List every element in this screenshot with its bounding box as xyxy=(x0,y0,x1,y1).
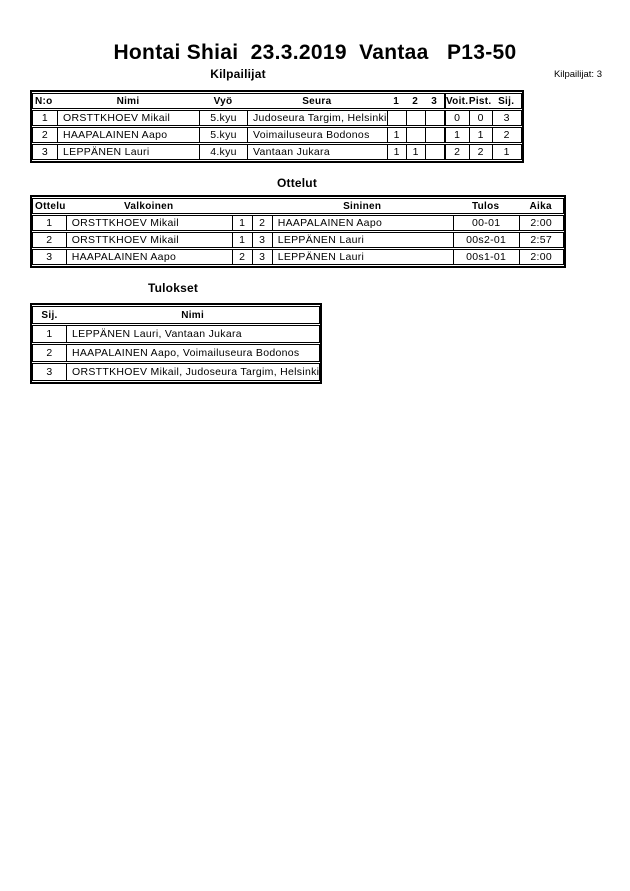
cell xyxy=(425,144,444,160)
header-cell xyxy=(252,198,272,214)
table-row xyxy=(32,110,522,126)
cell xyxy=(425,127,444,143)
cell: LEPPÄNEN Lauri xyxy=(272,249,453,265)
cell: HAAPALAINEN Aapo xyxy=(66,249,232,265)
ottelut-table xyxy=(30,195,566,268)
table-row xyxy=(32,232,564,248)
cell: 00s2-01 xyxy=(453,232,519,248)
cell: Vantaan Jukara xyxy=(247,144,387,160)
table-header-row xyxy=(32,306,320,324)
header-cell: N:o xyxy=(32,93,57,109)
cell: 2 xyxy=(32,344,66,362)
cell: 1 xyxy=(32,110,57,126)
ottelut-table-grid xyxy=(32,197,564,266)
header-cell: Sininen xyxy=(272,198,453,214)
cell: 3 xyxy=(32,144,57,160)
header-cell: Sij. xyxy=(492,93,522,109)
tulokset-section-label: Tulokset xyxy=(147,281,199,295)
cell: 2:00 xyxy=(519,215,564,231)
cell: 2 xyxy=(492,127,522,143)
cell: ORSTTKHOEV Mikail xyxy=(57,110,199,126)
cell: LEPPÄNEN Lauri xyxy=(57,144,199,160)
cell: 2:57 xyxy=(519,232,564,248)
header-cell: Pist. xyxy=(469,93,492,109)
header-cell: Sij. xyxy=(32,306,66,324)
cell xyxy=(387,110,406,126)
table-row xyxy=(32,249,564,265)
cell: 1 xyxy=(32,325,66,343)
page-title: Hontai Shiai 23.3.2019 Vantaa P13-50 xyxy=(113,41,517,64)
cell: HAAPALAINEN Aapo, Voimailuseura Bodonos xyxy=(66,344,320,362)
header-cell: Nimi xyxy=(66,306,320,324)
cell: 1 xyxy=(232,215,252,231)
cell: 1 xyxy=(32,215,66,231)
cell: 0 xyxy=(469,110,492,126)
cell: 2 xyxy=(32,127,57,143)
cell: 2:00 xyxy=(519,249,564,265)
cell: 1 xyxy=(387,144,406,160)
cell: 2 xyxy=(469,144,492,160)
cell: 2 xyxy=(444,144,469,160)
cell: 1 xyxy=(406,144,425,160)
cell: 1 xyxy=(444,127,469,143)
cell: 3 xyxy=(492,110,522,126)
cell: 3 xyxy=(32,249,66,265)
cell: 3 xyxy=(252,232,272,248)
header-cell: Valkoinen xyxy=(66,198,232,214)
cell: Voimailuseura Bodonos xyxy=(247,127,387,143)
header-cell: Vyö xyxy=(199,93,247,109)
cell: 2 xyxy=(232,249,252,265)
cell: 2 xyxy=(32,232,66,248)
cell: 00-01 xyxy=(453,215,519,231)
header-cell: Nimi xyxy=(57,93,199,109)
table-row xyxy=(32,127,522,143)
cell: 1 xyxy=(232,232,252,248)
table-row xyxy=(32,144,522,160)
cell: HAAPALAINEN Aapo xyxy=(272,215,453,231)
header-cell: Aika xyxy=(519,198,564,214)
table-row xyxy=(32,344,320,362)
cell: 1 xyxy=(469,127,492,143)
header-cell: 2 xyxy=(406,93,425,109)
header-cell xyxy=(232,198,252,214)
table-row xyxy=(32,215,564,231)
cell: 1 xyxy=(387,127,406,143)
cell: 3 xyxy=(252,249,272,265)
tulokset-table-grid xyxy=(32,305,320,382)
cell: ORSTTKHOEV Mikail, Judoseura Targim, Helsinki xyxy=(66,363,320,381)
cell: ORSTTKHOEV Mikail xyxy=(66,215,232,231)
table-header-row xyxy=(32,93,522,109)
cell: LEPPÄNEN Lauri xyxy=(272,232,453,248)
header-cell: 1 xyxy=(387,93,406,109)
cell: HAAPALAINEN Aapo xyxy=(57,127,199,143)
cell: 5.kyu xyxy=(199,127,247,143)
competitors-count: Kilpailijat: 3 xyxy=(553,69,602,80)
table-row xyxy=(32,363,320,381)
cell: Judoseura Targim, Helsinki xyxy=(247,110,387,126)
cell xyxy=(406,110,425,126)
cell: 3 xyxy=(32,363,66,381)
cell: ORSTTKHOEV Mikail xyxy=(66,232,232,248)
cell xyxy=(406,127,425,143)
cell: 4.kyu xyxy=(199,144,247,160)
tulokset-table xyxy=(30,303,322,384)
cell xyxy=(425,110,444,126)
kilpailijat-section-label: Kilpailijat xyxy=(210,67,266,81)
ottelut-section-label: Ottelut xyxy=(276,176,318,190)
cell: 1 xyxy=(492,144,522,160)
header-cell: Tulos xyxy=(453,198,519,214)
header-cell: Voit. xyxy=(444,93,469,109)
table-header-row xyxy=(32,198,564,214)
cell: 00s1-01 xyxy=(453,249,519,265)
kilpailijat-table xyxy=(30,90,524,163)
header-cell: 3 xyxy=(425,93,444,109)
cell: 5.kyu xyxy=(199,110,247,126)
cell: LEPPÄNEN Lauri, Vantaan Jukara xyxy=(66,325,320,343)
header-cell: Seura xyxy=(247,93,387,109)
cell: 2 xyxy=(252,215,272,231)
header-cell: Ottelu xyxy=(32,198,66,214)
kilpailijat-table-grid xyxy=(32,92,522,161)
table-row xyxy=(32,325,320,343)
cell: 0 xyxy=(444,110,469,126)
